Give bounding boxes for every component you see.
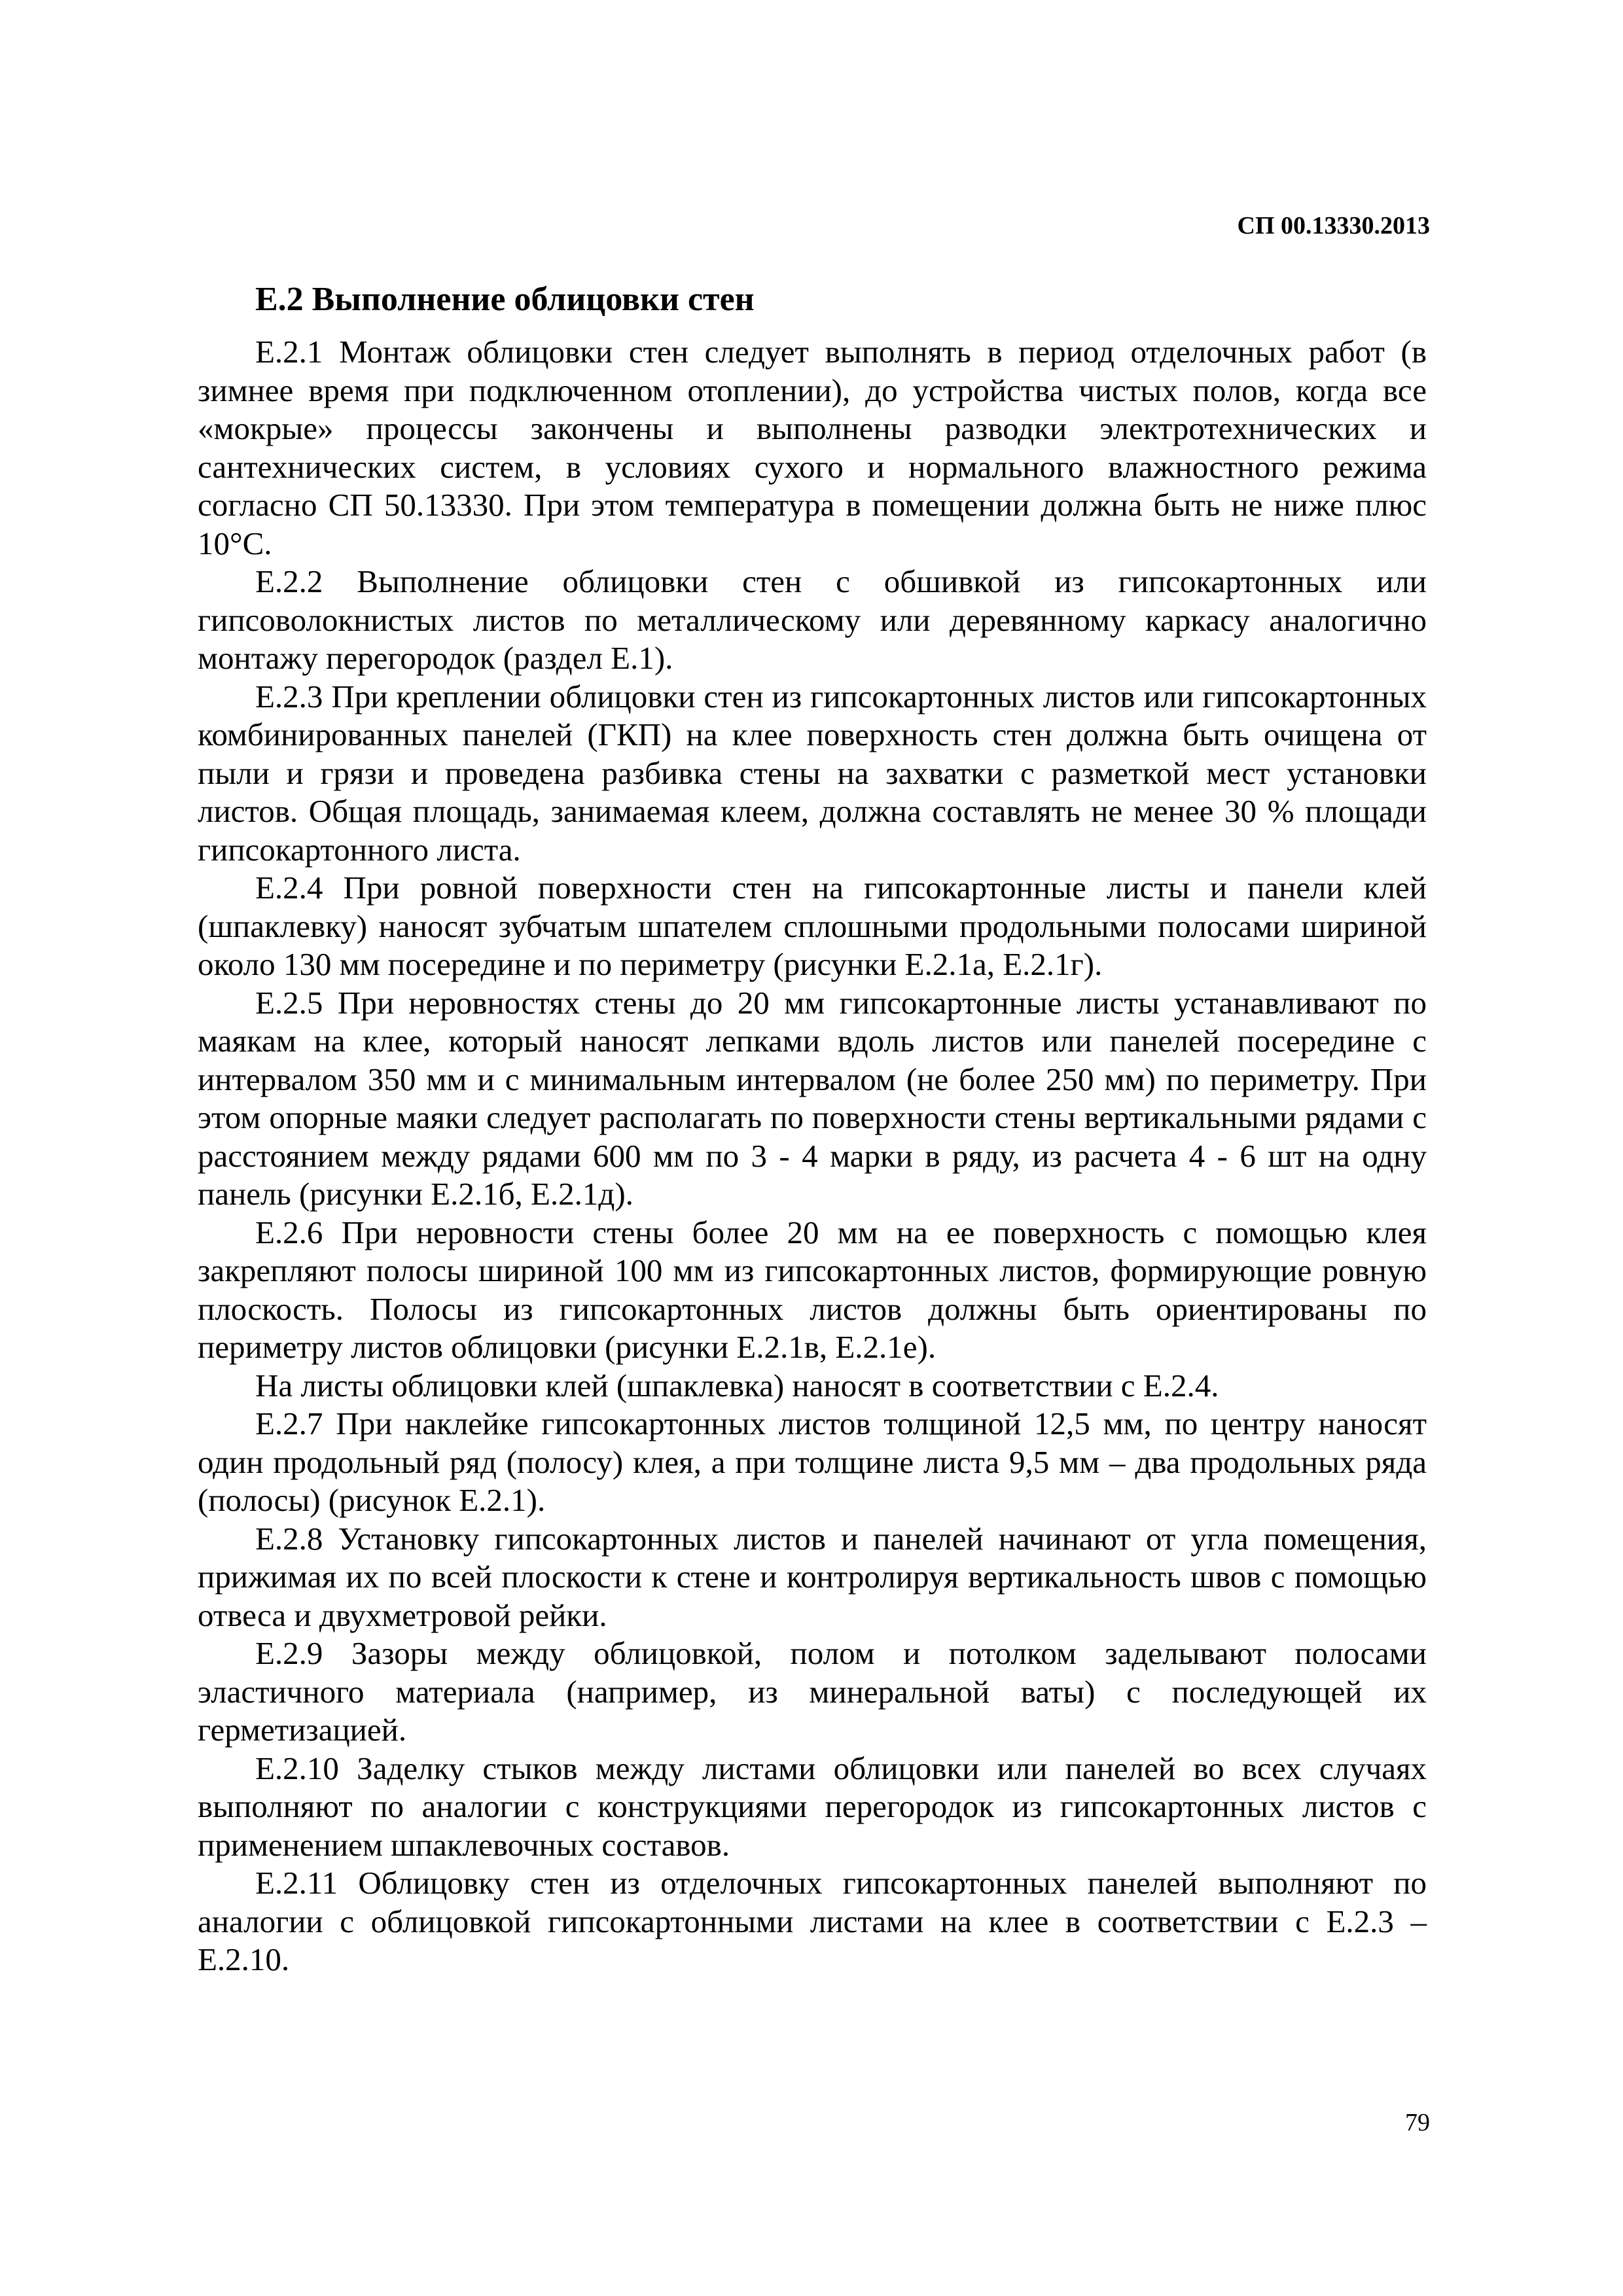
section-body: [198, 333, 1427, 1979]
section-title: Е.2 Выполнение облицовки стен: [255, 281, 755, 318]
paragraph-e-2-10: Е.2.10 Заделку стыков между листами облицовки или панелей во всех случаях выполняют по аналогии с конструкциями перегородок из гипсокартонных листов с применением шпаклевочных составов.: [198, 1750, 1427, 1863]
paragraph-e-2-4: Е.2.4 При ровной поверхности стен на гипсокартонные листы и панели клей (шпаклевку) наносят зубчатым шпателем сплошными продольными полосами шириной около 130 мм посередине и по периметру (рисунки Е.2.1а, Е.2.1г).: [198, 870, 1427, 982]
document-code-header: СП 00.13330.2013: [1237, 212, 1430, 239]
paragraph-e-2-7: Е.2.7 При наклейке гипсокартонных листов толщиной 12,5 мм, по центру наносят один продольный ряд (полосу) клея, а при толщине листа 9,5 мм – два продольных ряда (полосы) (рисунок Е.2.1).: [198, 1405, 1427, 1518]
paragraph-e-2-2: Е.2.2 Выполнение облицовки стен с обшивкой из гипсокартонных или гипсоволокнистых листов по металлическому или деревянному каркасу аналогично монтажу перегородок (раздел Е.1).: [198, 563, 1427, 676]
paragraph-e-2-8: Е.2.8 Установку гипсокартонных листов и панелей начинают от угла помещения, прижимая их по всей плоскости к стене и контролируя вертикальность швов с помощью отвеса и двухметровой рейки.: [198, 1520, 1427, 1633]
paragraph-e-2-5: Е.2.5 При неровностях стены до 20 мм гипсокартонные листы устанавливают по маякам на клее, который наносят лепками вдоль листов или панелей посередине с интервалом 350 мм и с минимальным интервалом (не более 250 мм) по периметру. При этом опорные маяки следует располагать по поверхности стены вертикальными рядами с расстоянием между рядами 600 мм по 3 - 4 марки в ряду, из расчета 4 - 6 шт на одну панель (рисунки Е.2.1б, Е.2.1д).: [198, 984, 1427, 1212]
paragraph-e-2-6-note: На листы облицовки клей (шпаклевка) наносят в соответствии с Е.2.4.: [255, 1367, 1219, 1404]
paragraph-e-2-1: Е.2.1 Монтаж облицовки стен следует выполнять в период отделочных работ (в зимнее время при подключенном отоплении), до устройства чистых полов, когда все «мокрые» процессы закончены и выполнены разводки электротехнических и сантехнических систем, в условиях сухого и нормального влажностного режима согласно СП 50.13330. При этом температура в помещении должна быть не ниже плюс 10°С.: [198, 334, 1427, 561]
paragraph-e-2-11: Е.2.11 Облицовку стен из отделочных гипсокартонных панелей выполняют по аналогии с облицовкой гипсокартонными листами на клее в соответствии с Е.2.3 – Е.2.10.: [198, 1865, 1427, 1977]
paragraph-e-2-3: Е.2.3 При креплении облицовки стен из гипсокартонных листов или гипсокартонных комбинированных панелей (ГКП) на клее поверхность стен должна быть очищена от пыли и грязи и проведена разбивка стены на захватки с разметкой мест установки листов. Общая площадь, занимаемая клеем, должна составлять не менее 30 % площади гипсокартонного листа.: [198, 678, 1427, 868]
paragraph-e-2-9: Е.2.9 Зазоры между облицовкой, полом и потолком заделывают полосами эластичного материала (например, из минеральной ваты) с последующей их герметизацией.: [198, 1635, 1427, 1748]
page-number: 79: [1405, 2109, 1430, 2136]
paragraph-e-2-6: Е.2.6 При неровности стены более 20 мм на ее поверхность с помощью клея закрепляют полосы шириной 100 мм из гипсокартонных листов, формирующие ровную плоскость. Полосы из гипсокартонных листов должны быть ориентированы по периметру листов облицовки (рисунки Е.2.1в, Е.2.1е).: [198, 1214, 1427, 1365]
